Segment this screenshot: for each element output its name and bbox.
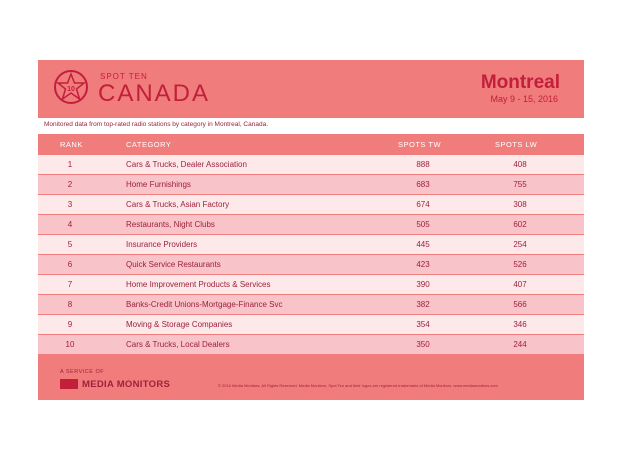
rank-cell: 5 bbox=[67, 240, 73, 249]
table-row bbox=[38, 275, 584, 294]
spots-lw-cell: 408 bbox=[513, 160, 527, 169]
subtitle: Monitored data from top-rated radio stations by category in Montreal, Canada. bbox=[44, 121, 269, 128]
star-icon bbox=[56, 72, 86, 102]
spots-lw-cell: 602 bbox=[513, 220, 527, 229]
company-name: MEDIA MONITORS bbox=[82, 379, 171, 390]
table-row bbox=[38, 335, 584, 354]
col-spots-lw: SPOTS LW bbox=[495, 140, 538, 149]
report-card bbox=[38, 60, 584, 400]
spots-tw-cell: 423 bbox=[416, 260, 430, 269]
spots-lw-cell: 346 bbox=[513, 320, 527, 329]
col-rank: RANK bbox=[60, 140, 83, 149]
spot-ten-label: SPOT TEN bbox=[100, 72, 148, 81]
footer bbox=[38, 361, 584, 400]
spots-lw-cell: 244 bbox=[513, 340, 527, 349]
spots-tw-cell: 382 bbox=[416, 300, 430, 309]
spots-tw-cell: 390 bbox=[416, 280, 430, 289]
city-title: Montreal bbox=[480, 72, 560, 93]
date-range: May 9 - 15, 2016 bbox=[490, 94, 558, 104]
spots-lw-cell: 755 bbox=[513, 180, 527, 189]
category-cell: Insurance Providers bbox=[126, 240, 198, 249]
rank-cell: 8 bbox=[67, 300, 73, 309]
table-row bbox=[38, 235, 584, 254]
spots-lw-cell: 566 bbox=[513, 300, 527, 309]
table-row bbox=[38, 255, 584, 274]
rank-cell: 9 bbox=[67, 320, 73, 329]
copyright: © 2016 Media Monitors. All Rights Reserved. Media Monitors, Spot Ten and their logos are registered trademarks of Media Monitors. www.mediamonitors.com bbox=[218, 383, 498, 388]
category-cell: Banks-Credit Unions-Mortgage-Finance Svc bbox=[126, 300, 283, 309]
header bbox=[38, 60, 584, 116]
spot-ten-logo bbox=[54, 70, 88, 104]
rank-cell: 10 bbox=[65, 340, 75, 349]
rank-cell: 6 bbox=[67, 260, 73, 269]
spots-lw-cell: 308 bbox=[513, 200, 527, 209]
col-spots-tw: SPOTS TW bbox=[398, 140, 442, 149]
table-row bbox=[38, 295, 584, 314]
category-cell: Cars & Trucks, Dealer Association bbox=[126, 160, 247, 169]
category-cell: Restaurants, Night Clubs bbox=[126, 220, 215, 229]
col-category: CATEGORY bbox=[126, 140, 172, 149]
category-cell: Cars & Trucks, Local Dealers bbox=[126, 340, 230, 349]
media-monitors-logo-icon bbox=[60, 379, 78, 389]
rank-cell: 4 bbox=[67, 220, 73, 229]
spots-tw-cell: 505 bbox=[416, 220, 430, 229]
service-label: A SERVICE OF bbox=[60, 369, 105, 375]
country-title: CANADA bbox=[98, 80, 211, 107]
spots-tw-cell: 350 bbox=[416, 340, 430, 349]
category-cell: Quick Service Restaurants bbox=[126, 260, 221, 269]
spots-tw-cell: 674 bbox=[416, 200, 430, 209]
table-row bbox=[38, 195, 584, 214]
rank-cell: 7 bbox=[67, 280, 73, 289]
rank-cell: 2 bbox=[67, 180, 73, 189]
category-cell: Home Improvement Products & Services bbox=[126, 280, 271, 289]
spots-lw-cell: 254 bbox=[513, 240, 527, 249]
table-header bbox=[38, 134, 584, 154]
rank-cell: 3 bbox=[67, 200, 73, 209]
category-cell: Moving & Storage Companies bbox=[126, 320, 233, 329]
spots-tw-cell: 888 bbox=[416, 160, 430, 169]
table-row bbox=[38, 155, 584, 174]
rank-cell: 1 bbox=[67, 160, 73, 169]
table-row bbox=[38, 175, 584, 194]
spots-tw-cell: 354 bbox=[416, 320, 430, 329]
spots-tw-cell: 683 bbox=[416, 180, 430, 189]
category-cell: Cars & Trucks, Asian Factory bbox=[126, 200, 230, 209]
spots-tw-cell: 445 bbox=[416, 240, 430, 249]
spots-lw-cell: 407 bbox=[513, 280, 527, 289]
subtitle-bar bbox=[38, 118, 584, 134]
spots-lw-cell: 526 bbox=[513, 260, 527, 269]
table-row bbox=[38, 315, 584, 334]
table-row bbox=[38, 215, 584, 234]
logo-number: 10 bbox=[67, 86, 75, 93]
category-cell: Home Furnishings bbox=[126, 180, 191, 189]
